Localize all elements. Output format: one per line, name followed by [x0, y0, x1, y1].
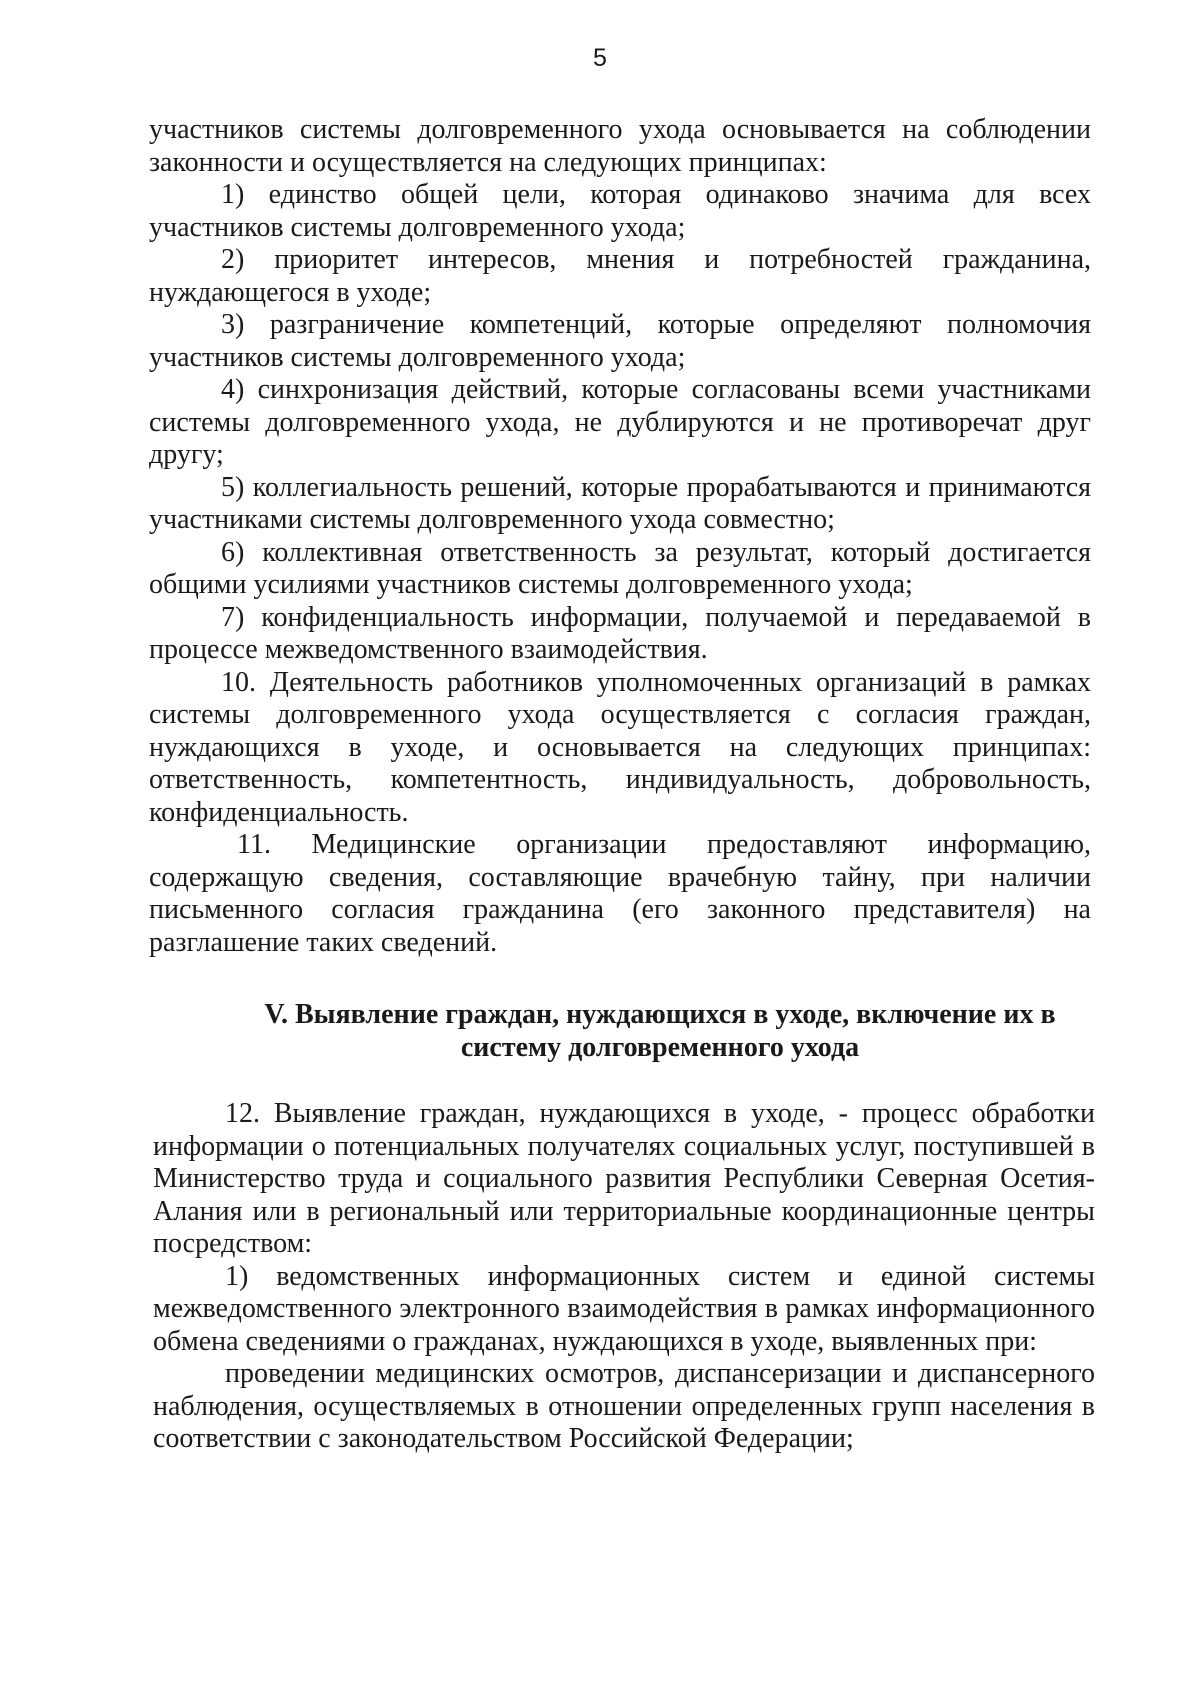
- paragraph-12-item-1: 1) ведомственных информационных систем и единой системы межведомственного электронного взаимодействия в рамках информационного обмена сведениями о гражданах, нуждающихся в уходе, выявленных при:: [153, 1260, 1095, 1357]
- section-heading-line-1: V. Выявление граждан, нуждающихся в уходе, включение их в: [264, 999, 1056, 1030]
- section-heading-line-2: систему долговременного ухода: [460, 1032, 860, 1063]
- section-heading: [240, 998, 1080, 1064]
- paragraph-12: 12. Выявление граждан, нуждающихся в уходе, - процесс обработки информации о потенциальных получателях социальных услуг, поступившей в Министерство труда и социального развития Республики Северная Осетия-Алания или в региональный или территориальные координационные центры посредством:: [153, 1098, 1095, 1259]
- principle-item-7: 7) конфиденциальность информации, получаемой и передаваемой в процессе межведомственного взаимодействия.: [149, 601, 1091, 665]
- page-number: 5: [593, 44, 607, 72]
- principle-item-4: 4) синхронизация действий, которые согласованы всеми участниками системы долговременного ухода, не дублируются и не противоречат друг другу;: [149, 374, 1091, 470]
- identification-section: [153, 1098, 1095, 1456]
- paragraph-10: 10. Деятельность работников уполномоченных организаций в рамках системы долговременного ухода осуществляется с согласия граждан, нуждающихся в уходе, и основывается на следующих принципах: ответственность, компетентность, индивидуальность, добровольность, конфиденциальность.: [149, 666, 1091, 828]
- principle-item-5: 5) коллегиальность решений, которые прорабатываются и принимаются участниками системы долговременного ухода совместно;: [149, 471, 1091, 535]
- principle-item-3: 3) разграничение компетенций, которые определяют полномочия участников системы долговременного ухода;: [149, 309, 1091, 373]
- paragraph-continuation: участников системы долговременного ухода основывается на соблюдении законности и осуществляется на следующих принципах:: [149, 114, 1091, 178]
- principle-item-6: 6) коллективная ответственность за результат, который достигается общими усилиями участников системы долговременного ухода;: [149, 536, 1091, 600]
- principle-item-1: 1) единство общей цели, которая одинаково значима для всех участников системы долговременного ухода;: [149, 179, 1091, 243]
- principle-item-2: 2) приоритет интересов, мнения и потребностей гражданина, нуждающегося в уходе;: [149, 244, 1091, 308]
- paragraph-12-subitem: проведении медицинских осмотров, диспансеризации и диспансерного наблюдения, осуществляемых в отношении определенных групп населения в соответствии с законодательством Российской Федерации;: [153, 1358, 1095, 1454]
- principles-section: [149, 114, 1091, 959]
- paragraph-11: 11. Медицинские организации предоставляют информацию, содержащую сведения, составляющие врачебную тайну, при наличии письменного согласия гражданина (его законного представителя) на разглашение таких сведений.: [149, 829, 1091, 958]
